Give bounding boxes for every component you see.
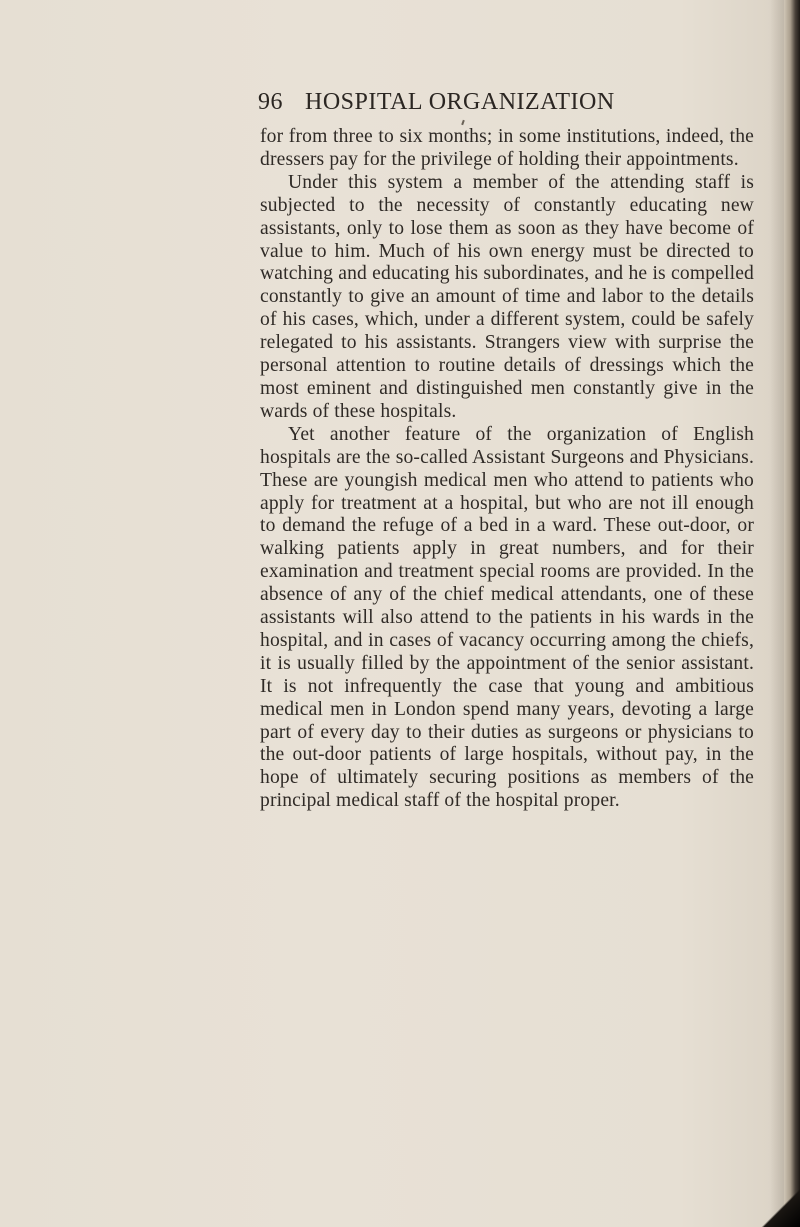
page-edge [784, 0, 800, 1227]
page-corner-shadow [754, 1187, 800, 1227]
running-header [258, 89, 615, 116]
paragraph-continuation: for from three to six months; in some institutions, indeed, the dressers pay for the privilege of holding their appointments. [260, 126, 754, 170]
body-text [260, 126, 754, 813]
page-number: 96 [258, 89, 283, 115]
print-mark [461, 120, 465, 125]
running-title: HOSPITAL ORGANIZATION [305, 89, 615, 115]
page-gutter-shadow [770, 0, 784, 1227]
paragraph-assistant-surgeons: Yet another feature of the organization of English hospitals are the so-called Assistant Surgeons and Physicians. These are youngish medical men who attend to patients who apply for treatment at a hospital, but who are not ill enough to demand the refuge of a bed in a ward. These out-door, or walking patients apply in great numbers, and for their examination and treatment special rooms are provided. In the absence of any of the chief medical attendants, one of these assistants will also attend to the patients in his wards in the hospital, and in cases of vacancy occurring among the chiefs, it is usually filled by the appointment of the senior assistant. It is not infrequently the case that young and ambitious medical men in London spend many years, devoting a large part of every day to their duties as surgeons or physicians to the out-door patients of large hospitals, without pay, in the hope of ultimately securing positions as members of the principal medical staff of the hospital proper. [260, 423, 754, 812]
paragraph-attending-staff: Under this system a member of the attending staff is subjected to the necessity of constantly educating new assistants, only to lose them as soon as they have become of value to him. Much of his own energy must be directed to watching and educating his subordinates, and he is compelled constantly to give an amount of time and labor to the details of his cases, which, under a different system, could be safely relegated to his assistants. Strangers view with surprise the personal attention to routine details of dressings which the most eminent and distinguished men constantly give in the wards of these hospitals. [260, 171, 754, 422]
